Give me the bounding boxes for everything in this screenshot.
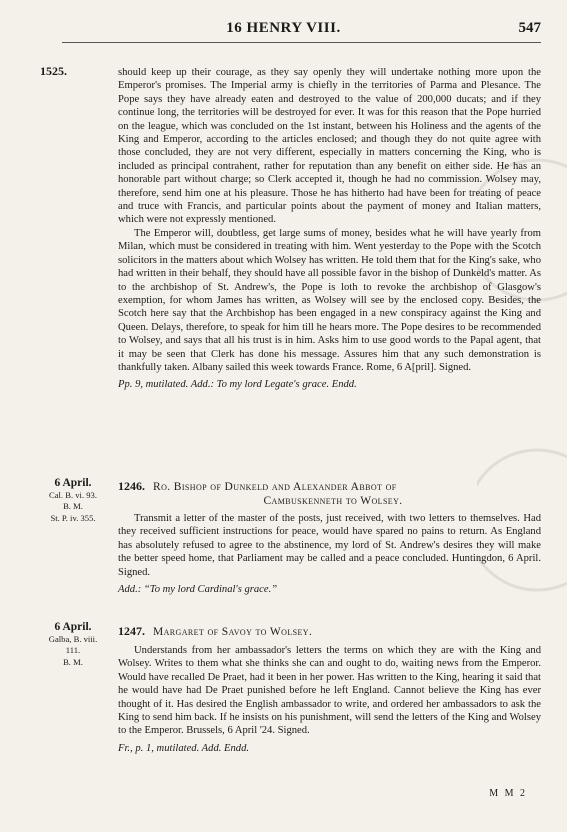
reference: B. M. xyxy=(63,501,83,511)
signature-mark: M M 2 xyxy=(489,788,527,799)
running-head: 16 HENRY VIII. xyxy=(226,20,341,36)
entry-title: Margaret of Savoy to Wolsey. xyxy=(153,626,313,638)
document-note: Pp. 9, mutilated. Add.: To my lord Legate's grace. Endd. xyxy=(118,379,357,391)
paragraph: The Emperor will, doubtless, get large sums of money, besides what he will have yearly from Milan, which must be considered in treating with him. Went yesterday to the Pope with the Scotch solicitors in the matters about which Wolsey has written. He told them that for the King's sake, who had written in their behalf, they should have all possible favor in the bishop of Dunkeld's matter. As to the archbishop of St. Andrew's, the Pope is loth to revoke the archbishop of Glasgow's exemption, for whom James has written, as Wolsey will see by the enclosed copy. Besides, the Scotch here say that the Archbishop has been engaged in a new conspiracy against the King and Queen. Delays, therefore, to speak for him till he hears more. The Pope desires to be recommended to Wolsey, and says that all his trust is in him. Asks him to use good words to the Papal agent, that it may be seen that Clerk has done his message. Assures him that any such demonstration is thankfully taken. Albany sailed this week towards France. Rome, 6 A[pril]. Signed. xyxy=(118,227,541,373)
entry-subtitle: Cambuskenneth to Wolsey. xyxy=(263,495,403,507)
page-number: 547 xyxy=(518,20,541,36)
reference: Galba, B. viii. xyxy=(48,633,98,644)
entry-date: 6 April. xyxy=(54,621,92,633)
margin-references xyxy=(30,622,116,668)
entry-date: 6 April. xyxy=(54,477,92,489)
reference: St. P. iv. 355. xyxy=(50,512,96,523)
entry-title: Ro. Bishop of Dunkeld and Alexander Abbot of xyxy=(153,481,397,493)
entry-number: 1247. xyxy=(118,624,145,638)
margin-references xyxy=(30,478,116,524)
page-header xyxy=(0,20,567,44)
entry-number: 1246. xyxy=(118,479,145,493)
paragraph: Understands from her ambassador's letters the terms on which they are with the King and Wolsey. Writes to them what she thinks she can and ought to do, waiting news from the Emperor. Would have recalled De Praet, had it been in her power. Has written to the King, hearing it said that he would have had De Praet punished before he left England. Cannot believe the King has ever thought of it. Has desired the English ambassador to write, and ordered her ambassadors to ask the King to send him back. If he insists on his punishment, will send the letters of the King and Wolsey to the Emperor. Brussels, 6 April '24. Signed. xyxy=(118,645,541,737)
document-note: Add.: “To my lord Cardinal's grace.” xyxy=(118,584,278,596)
watermark-seal-icon xyxy=(477,90,567,710)
reference: B. M. xyxy=(63,656,83,667)
year-label: 1525. xyxy=(40,64,67,78)
header-rule xyxy=(62,42,541,43)
paragraph: Transmit a letter of the master of the posts, just received, with two letters to themselves. Had they received sufficient instructions for peace, would have spared no pains to return. As England has absolutely refused to agree to the abstinence, my lord of St. Andrew's desires they will make the better speed home, that Parliament may be called and a peace concluded. Huntingdon, 6 April. Signed. xyxy=(118,513,541,578)
reference: 111. xyxy=(65,645,81,655)
document-note: Fr., p. 1, mutilated. Add. Endd. xyxy=(118,742,250,754)
paragraph: should keep up their courage, as they say openly they will undertake nothing more upon the Emperor's promises. The Imperial army is chiefly in the territories of Parma and Plesance. The Pope says they have already eaten and destroyed to the value of 200,000 ducats; and if they continue long, the territories will be destroyed for ever. It was for this reason that the Pope hurried on the league, which was concluded on the 1st instant, between his Holiness and the agents of the King and Emperor, according to the articles enclosed; and though they do not quite agree with those concluded, they are not very different, especially in matters concerning the King, who is included as principal contrahent, rather for reputation than any benefit on either side. He has an honorable part without charge; so Clerk accepted it, though he had no commission. Wolsey may, therefore, send him one at his pleasure. Those he has hitherto had have been for treating of peace and truce with Francis, and particular points about the payment of money and Italian matters, which were not expressly mentioned. xyxy=(118,67,541,226)
reference: Cal. B. vi. 93. xyxy=(49,489,97,500)
